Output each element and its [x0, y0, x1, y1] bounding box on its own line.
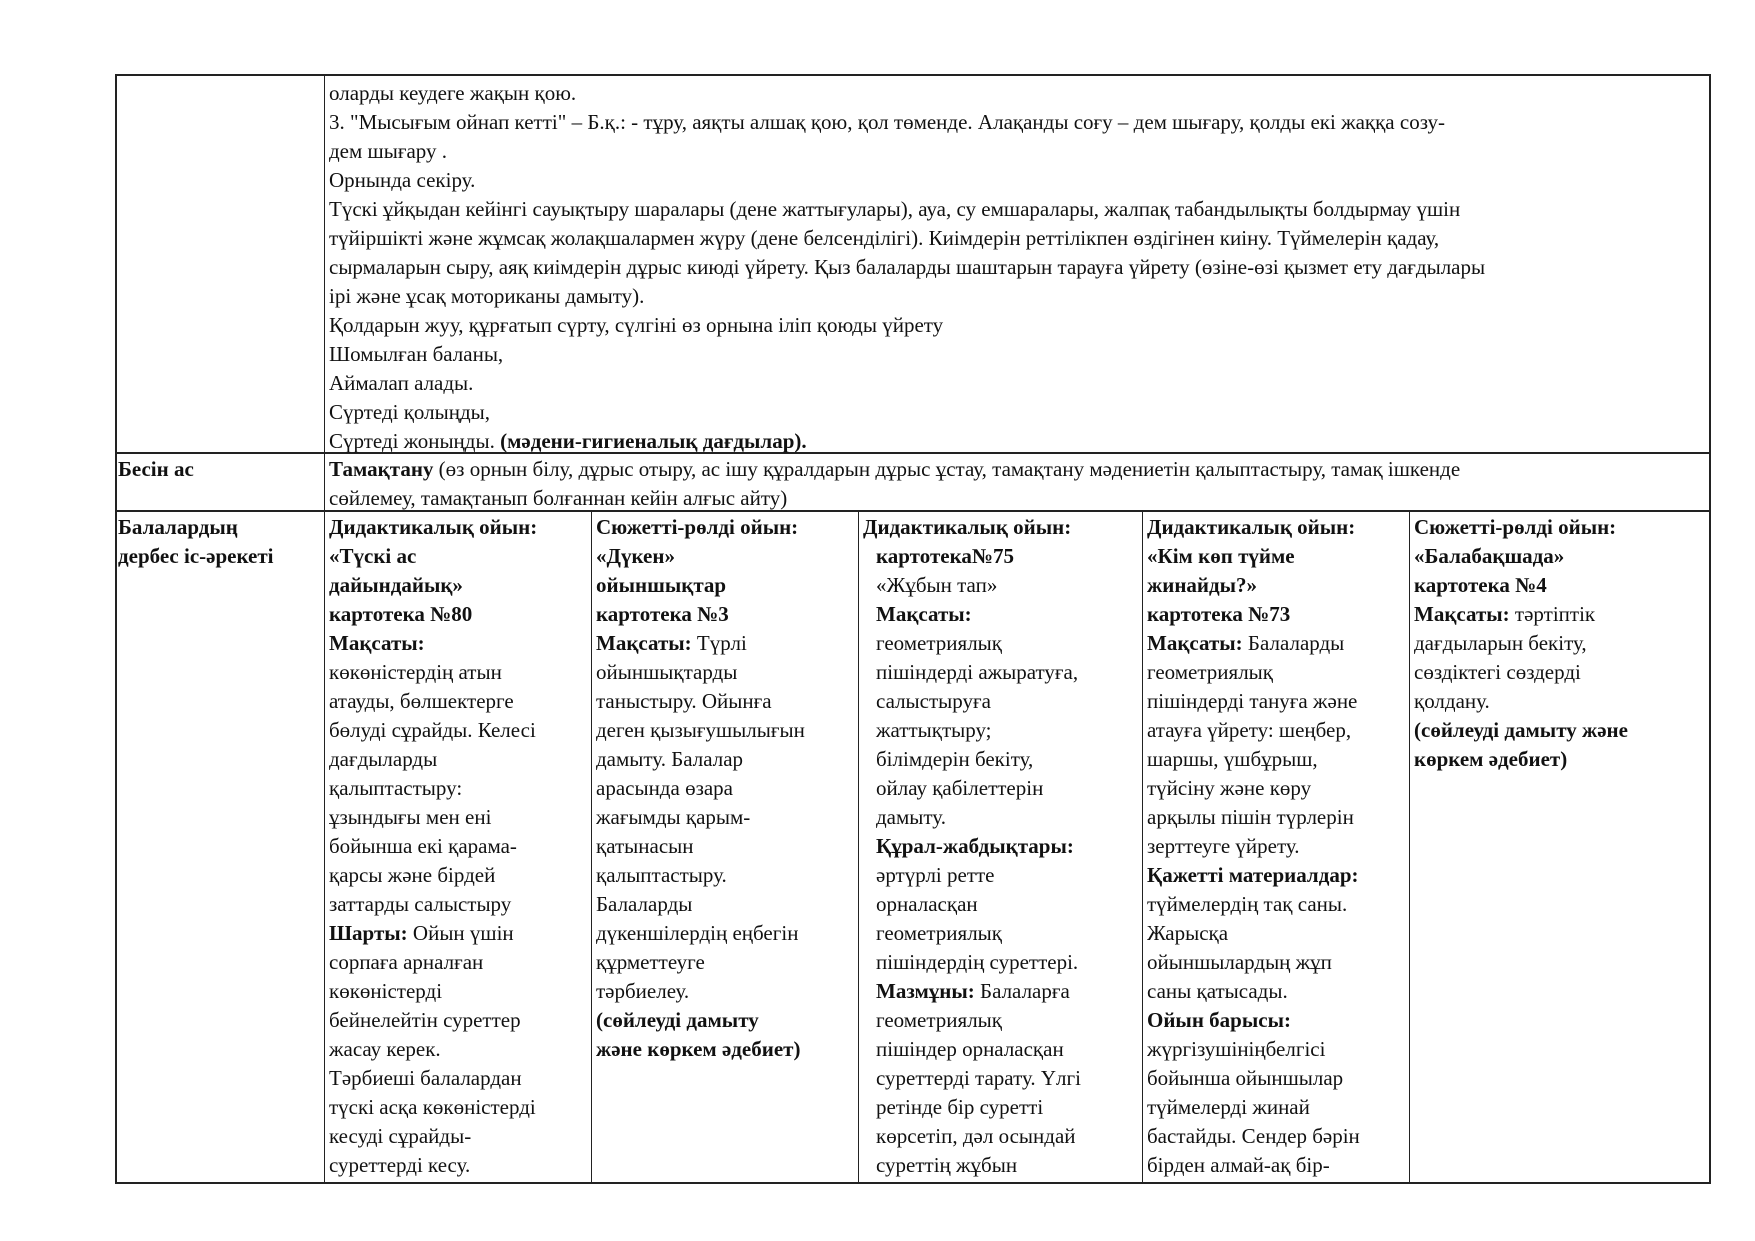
col4-line: атауға үйрету: шеңбер, — [1147, 718, 1352, 742]
column-divider-5 — [1409, 510, 1410, 1184]
col3-line: суреттің жұбын — [876, 1153, 1018, 1177]
row2-heading: Тамақтану — [329, 457, 434, 481]
col3-line: жаттықтыру; — [876, 718, 992, 742]
row1-last-bold: (мәдени-гигиеналық дағдылар). — [500, 429, 807, 453]
col4-line: шаршы, үшбұрыш, — [1147, 747, 1318, 771]
col4-line: Жарысқа — [1147, 921, 1229, 945]
col1-bold-line: Дидактикалық ойын: — [329, 515, 538, 539]
col1-line: дағдыларды — [329, 747, 438, 771]
col4-maqsat-text: Балаларды — [1242, 631, 1345, 655]
col3-line: дамыту. — [876, 805, 946, 829]
col4-line: саны қатысады. — [1147, 979, 1288, 1003]
col3-line: салыстыруға — [876, 689, 991, 713]
col2-end-bold: (сөйлеуді дамыту — [596, 1008, 759, 1032]
col5-bold-line: «Балабақшада» — [1414, 544, 1565, 568]
row3-label — [118, 513, 323, 571]
row1-line: 3. "Мысығым ойнап кетті" – Б.қ.: - тұру, аяқты алшақ қою, қол төменде. Алақанды соғу – дем шығару, қолды екі жаққа созу- — [329, 110, 1446, 134]
row1-line: Түскі ұйқыдан кейінгі сауықтыру шаралары (дене жаттығулары), ауа, су емшаралары, жалпақ табандылықты болдырмау үшін — [329, 197, 1461, 221]
col3-qural-label: Құрал-жабдықтары: — [876, 834, 1074, 858]
col2-maqsat-label: Мақсаты: — [596, 631, 692, 655]
col3-line: білімдерін бекіту, — [876, 747, 1034, 771]
row1-line: Қолдарын жуу, құрғатып сүрту, сүлгіні өз орнына іліп қоюды үйрету — [329, 313, 944, 337]
col3-line: әртүрлі ретте — [876, 863, 995, 887]
col5-line: дағдыларын бекіту, — [1414, 631, 1587, 655]
col3-line: пішіндер орналасқан — [876, 1037, 1064, 1061]
col2-line: дамыту. Балалар — [596, 747, 744, 771]
col1-bold-line: картотека №80 — [329, 602, 473, 626]
col3-line: пішіндердің суреттері. — [876, 950, 1079, 974]
col1-line: бейнелейтін суреттер — [329, 1008, 521, 1032]
row2-label: Бесін ас — [118, 457, 194, 481]
col2-bold-line: «Дүкен» — [596, 544, 675, 568]
col5-maqsat-text: тәртіптік — [1509, 602, 1596, 626]
col1-line: көкөністердің атын — [329, 660, 502, 684]
col3-kartoteka: картотека№75 — [876, 544, 1014, 568]
col4-line: зерттеуге үйрету. — [1147, 834, 1300, 858]
col3-line: геометриялық — [876, 921, 1002, 945]
col1-shart-text: Ойын үшін — [407, 921, 514, 945]
row3-label-line: дербес іс-әрекеті — [118, 544, 274, 568]
col2-line: деген қызығушылығын — [596, 718, 805, 742]
activity-col-3 — [863, 513, 1141, 1180]
col1-line: суреттерді кесу. — [329, 1153, 471, 1177]
col2-line: қатынасын — [596, 834, 694, 858]
col4-line: пішіндерді тануға және — [1147, 689, 1358, 713]
row1-line: сырмаларын сыру, аяқ киімдерін дұрыс киюді үйрету. Қыз балаларды шаштарын тарауға үйрету (өзіне-өзі қызмет ету дағдылары — [329, 255, 1486, 279]
col2-bold-line: картотека №3 — [596, 602, 729, 626]
col1-line: бөлуді сұрайды. Келесі — [329, 718, 536, 742]
col3-game-name: «Жұбын тап» — [876, 573, 998, 597]
col3-title: Дидактикалық ойын: — [863, 515, 1072, 539]
col4-bold-line: «Кім көп түйме — [1147, 544, 1295, 568]
col3-line: ретінде бір суретті — [876, 1095, 1044, 1119]
column-divider-2 — [591, 510, 592, 1184]
row1-line: Сүртеді қолыңды, — [329, 400, 491, 424]
row1-line: Шомылған баланы, — [329, 342, 504, 366]
row1-last-normal: Сүртеді жоныңды. — [329, 429, 501, 453]
col4-line: бастайды. Сендер бәрін — [1147, 1124, 1360, 1148]
col2-bold-line: ойыншықтар — [596, 573, 727, 597]
label-column-divider — [324, 76, 325, 1184]
col4-line: бойынша ойыншылар — [1147, 1066, 1344, 1090]
col4-bold-line: жинайды?» — [1147, 573, 1258, 597]
col2-line: Балаларды — [596, 892, 693, 916]
col1-line: заттарды салыстыру — [329, 892, 512, 916]
col3-maqsat-label: Мақсаты: — [876, 602, 972, 626]
col2-end-bold: және көркем әдебиет) — [596, 1037, 801, 1061]
activity-col-1 — [329, 513, 591, 1180]
col4-bold-line: Дидактикалық ойын: — [1147, 515, 1356, 539]
col1-line: ұзындығы мен ені — [329, 805, 492, 829]
col3-line: ойлау қабілеттерін — [876, 776, 1044, 800]
col1-line: көкөністерді — [329, 979, 443, 1003]
col2-line: қалыптастыру. — [596, 863, 727, 887]
row1-line: Аймалап алады. — [329, 371, 474, 395]
col1-line: сорпаға арналған — [329, 950, 484, 974]
col1-line: бойынша екі қарама- — [329, 834, 517, 858]
col3-line: суреттерді тарату. Үлгі — [876, 1066, 1081, 1090]
col4-maqsat-label: Мақсаты: — [1147, 631, 1243, 655]
col1-shart-label: Шарты: — [329, 921, 408, 945]
schedule-table — [115, 74, 1711, 1184]
activity-col-4 — [1147, 513, 1409, 1180]
col2-line: дүкеншілердің еңбегін — [596, 921, 799, 945]
col4-line: түймелерді жинай — [1147, 1095, 1310, 1119]
col4-line: түймелердің тақ саны. — [1147, 892, 1348, 916]
col1-bold-line: «Түскі ас — [329, 544, 417, 568]
col3-line: геометриялық — [876, 1008, 1002, 1032]
col3-line: орналасқан — [876, 892, 978, 916]
col5-end-bold: көркем әдебиет) — [1414, 747, 1568, 771]
col4-line: ойыншылардың жұп — [1147, 950, 1332, 974]
col3-line: көрсетіп, дәл осындай — [876, 1124, 1076, 1148]
column-divider-3 — [858, 510, 859, 1184]
col2-bold-line: Сюжетті-рөлді ойын: — [596, 515, 799, 539]
col1-line: қалыптастыру: — [329, 776, 463, 800]
col3-line: геометриялық — [876, 631, 1002, 655]
row1-line: түйіршікті және жұмсақ жолақшалармен жүру (дене белсенділігі). Киімдерін реттілікпен өздігінен киіну. Түймелерін қадау, — [329, 226, 1440, 250]
row2-line2: сөйлемеу, тамақтанып болғаннан кейін алғыс айту) — [329, 486, 788, 510]
col3-mazmuny-text: Балаларға — [974, 979, 1070, 1003]
col1-bold-line: дайындайық» — [329, 573, 463, 597]
col5-maqsat-label: Мақсаты: — [1414, 602, 1510, 626]
col2-line: ойыншықтарды — [596, 660, 738, 684]
col2-line: құрметтеуге — [596, 950, 705, 974]
col4-line: жүргізушініңбелгісі — [1147, 1037, 1326, 1061]
col2-line: таныстыру. Ойынға — [596, 689, 772, 713]
col1-line: Тәрбиеші балалардан — [329, 1066, 522, 1090]
col5-end-bold: (сөйлеуді дамыту және — [1414, 718, 1628, 742]
row1-line: дем шығару . — [329, 139, 447, 163]
col1-line: кесуді сұрайды- — [329, 1124, 472, 1148]
row2-line1-rest: (өз орнын білу, дұрыс отыру, ас ішу құралдарын дұрыс ұстау, тамақтану мәдениетін қалыптастыру, тамақ ішкенде — [433, 457, 1461, 481]
col4-materials-label: Қажетті материалдар: — [1147, 863, 1359, 887]
col5-line: қолдану. — [1414, 689, 1490, 713]
col1-line: жасау керек. — [329, 1037, 441, 1061]
row1-last-line — [329, 427, 1709, 456]
col4-bold-line: картотека №73 — [1147, 602, 1291, 626]
col5-bold-line: картотека №4 — [1414, 573, 1547, 597]
col4-line: геометриялық — [1147, 660, 1273, 684]
col2-line: жағымды қарым- — [596, 805, 751, 829]
col3-mazmuny-label: Мазмұны: — [876, 979, 975, 1003]
col2-maqsat-text: Түрлі — [691, 631, 747, 655]
col4-line: бірден алмай-ақ бір- — [1147, 1153, 1330, 1177]
col5-bold-line: Сюжетті-рөлді ойын: — [1414, 515, 1617, 539]
row1-line: оларды кеудеге жақын қою. — [329, 81, 577, 105]
col4-line: арқылы пішін түрлерін — [1147, 805, 1354, 829]
col5-line: сөздіктегі сөздерді — [1414, 660, 1581, 684]
row2-text — [329, 455, 1709, 513]
row1-text — [329, 79, 1709, 456]
col3-line: пішіндерді ажыратуға, — [876, 660, 1079, 684]
row1-line: Орнында секіру. — [329, 168, 476, 192]
col2-line: тәрбиелеу. — [596, 979, 690, 1003]
row3-label-line: Балалардың — [118, 515, 238, 539]
col1-line: атауды, бөлшектерге — [329, 689, 514, 713]
col1-bold-line: Мақсаты: — [329, 631, 425, 655]
activity-col-2 — [596, 513, 858, 1064]
col2-line: арасында өзара — [596, 776, 734, 800]
col4-game-flow-label: Ойын барысы: — [1147, 1008, 1291, 1032]
row1-line: ірі және ұсақ моториканы дамыту). — [329, 284, 645, 308]
col1-line: қарсы және бірдей — [329, 863, 496, 887]
col4-line: түйсіну және көру — [1147, 776, 1312, 800]
activity-col-5 — [1414, 513, 1709, 774]
col1-line: түскі асқа көкөністерді — [329, 1095, 536, 1119]
column-divider-4 — [1142, 510, 1143, 1184]
